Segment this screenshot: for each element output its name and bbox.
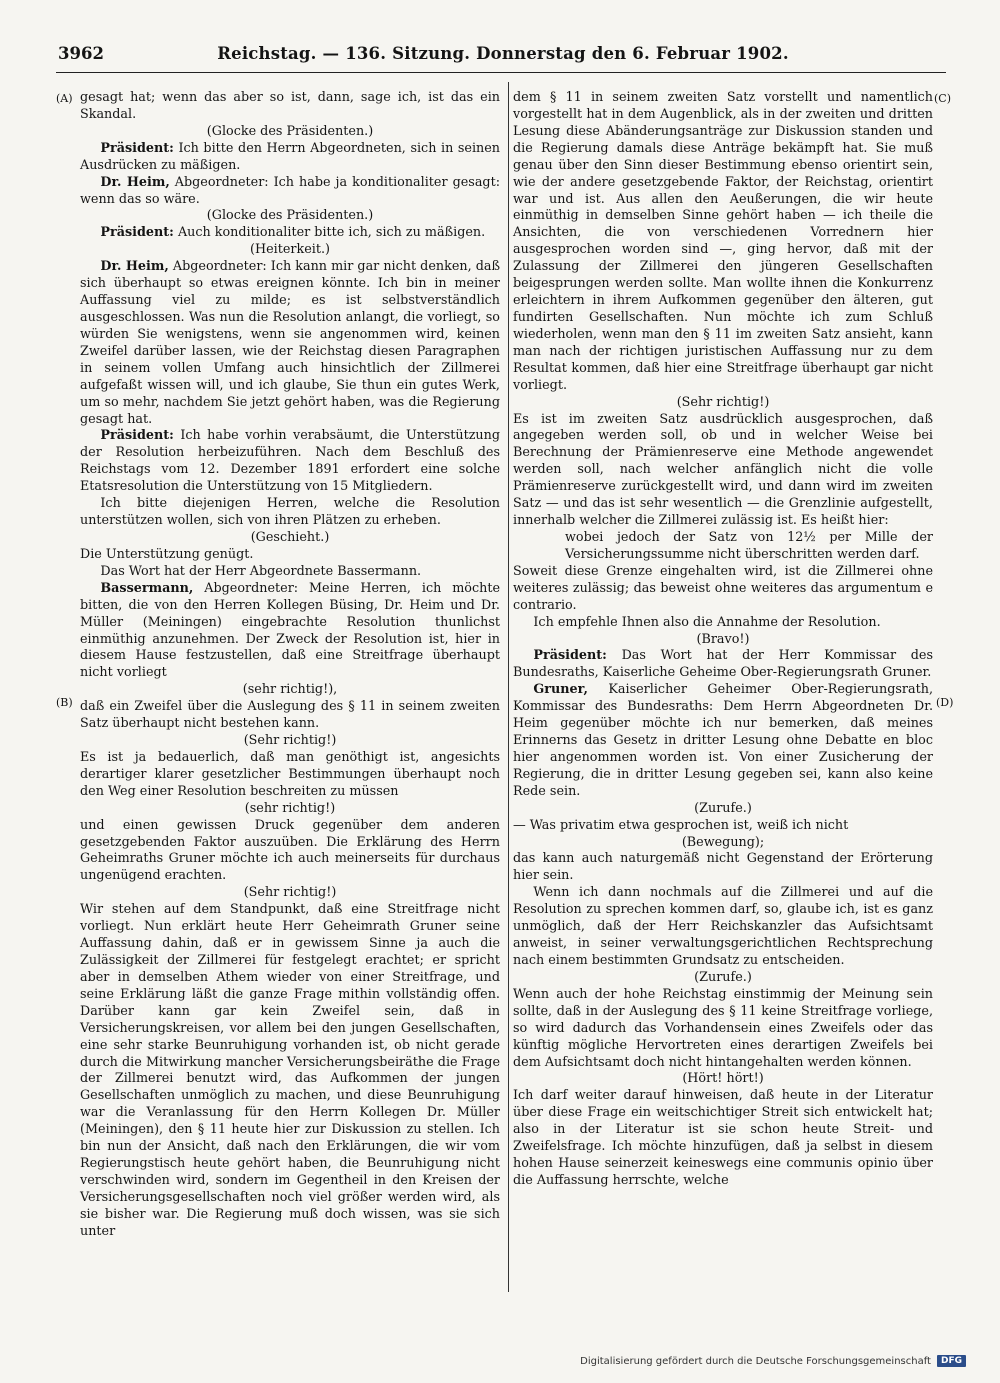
margin-mark-b: (B) bbox=[56, 696, 73, 709]
interjection: (sehr richtig!) bbox=[244, 800, 336, 816]
speech-text: Das Wort hat der Herr Kommissar des Bundesraths, Kaiserliche Geheime Ober-Regierungsrath Gruner. bbox=[513, 648, 933, 681]
speech-text: Abgeordneter: Ich habe ja konditionaliter gesagt: wenn das so wäre. bbox=[80, 174, 500, 207]
speech-text: Auch konditionaliter bitte ich, sich zu mäßigen. bbox=[177, 225, 486, 241]
interjection: (Glocke des Präsidenten.) bbox=[206, 123, 374, 139]
interjection: (Hört! hört!) bbox=[682, 1071, 764, 1087]
interjection: (Sehr richtig!) bbox=[676, 394, 770, 410]
interjection: (Bewegung); bbox=[681, 834, 765, 850]
paragraph: Es ist im zweiten Satz ausdrücklich ausgesprochen, daß angegeben werden soll, ob und in welcher Weise bei Berechnung der Prämienreserve eine Methode angewendet werden soll, nach welcher anfänglich nicht die volle Prämienreserve zurückgestellt wird, und dann wird im zweiten Satz — und das ist sehr wesentlich — die Grenzlinie aufgestellt, innerhalb welcher die Zillmerei zulässig ist. Es heißt hier: bbox=[513, 411, 933, 529]
paragraph: das kann auch naturgemäß nicht Gegenstand der Erörterung hier sein. bbox=[513, 851, 933, 884]
speech-paragraph bbox=[513, 648, 933, 682]
speech-paragraph bbox=[80, 259, 500, 428]
margin-mark-a: (A) bbox=[56, 92, 73, 105]
paragraph: Soweit diese Grenze eingehalten wird, ist die Zillmerei ohne weiteres zulässig; das beweist ohne weiteres das argumentum e contrario. bbox=[513, 563, 933, 613]
footer bbox=[580, 1355, 966, 1367]
right-column bbox=[513, 90, 933, 1190]
speaker-name: Dr. Heim, bbox=[100, 174, 170, 190]
column-divider bbox=[508, 82, 509, 1292]
paragraph: Wenn ich dann nochmals auf die Zillmerei und auf die Resolution zu sprechen kommen darf, so, glaube ich, ist es ganz unmöglich, daß der Herr Reichskanzler das Aufsichtsamt anweist, in seiner verwaltungsgerichtlichen Rechtsprechung nach einem bestimmten Grundsatz zu entscheiden. bbox=[513, 885, 933, 969]
interjection: (Bravo!) bbox=[696, 631, 750, 647]
interjection: (Zurufe.) bbox=[694, 969, 752, 985]
speech-paragraph bbox=[80, 225, 500, 242]
running-head: Reichstag. — 136. Sitzung. Donnerstag den 6. Februar 1902. bbox=[217, 44, 789, 63]
speech-text: Kaiserlicher Geheimer Ober-Regierungsrath, Kommissar des Bundesraths: Dem Herrn Abgeordneten Dr. Heim gegenüber möchte ich nur bemerken, daß meines Erinnerns das Gesetz in dritter Lesung ohne Debatte en bloc hier angenommen worden ist. Von einer Zusicherung der Regierung, die in dritter Lesung gegeben sei, kann also keine Rede sein. bbox=[513, 682, 933, 799]
interjection: (Sehr richtig!) bbox=[243, 885, 337, 901]
interjection: (Zurufe.) bbox=[694, 800, 752, 816]
speaker-name: Dr. Heim, bbox=[100, 259, 169, 275]
paragraph: dem § 11 in seinem zweiten Satz vorstellt und namentlich vorgestellt hat in dem Augenblick, als in der zweiten und dritten Lesung diese Abänderungsanträge zur Diskussion standen und die Regierung damals diese Anträge bekämpft hat. Sie muß genau über den Sinn dieser Bestimmung ebenso orientirt sein, wie der andere gesetzgebende Faktor, der Reichstag, orientirt war und ist. Aus allen den Aeußerungen, die wir heute einmüthig in demselben Sinne gehört haben — ich theile die Ansichten, die von verschiedenen Vorrednern hier ausgesprochen worden sind —, ging hervor, daß mit der Zulassung der Zillmerei den jüngeren Gesellschaften beigesprungen werden sollte. Man wollte ihnen die Konkurrenz erleichtern in ihrem Aufkommen gegenüber den älteren, gut fundirten Gesellschaften. Nun möchte ich zum Schluß wiederholen, wenn man den § 11 im zweiten Satz ansieht, kann man nach der richtigen juristischen Auffassung nur zu dem Resultat kommen, daß hier eine Streitfrage überhaupt gar nicht vorliegt. bbox=[513, 90, 933, 393]
page-number: 3962 bbox=[58, 44, 104, 63]
left-column bbox=[80, 90, 500, 1241]
speech-text: Ich bitte den Herrn Abgeordneten, sich in seinen Ausdrücken zu mäßigen. bbox=[80, 140, 500, 173]
interjection: (Geschieht.) bbox=[250, 529, 330, 545]
speaker-name: Präsident: bbox=[100, 140, 174, 156]
speech-paragraph bbox=[80, 428, 500, 496]
speech-text: Abgeordneter: Meine Herren, ich möchte bitten, die von den Herren Kollegen Büsing, Dr. Heim und Dr. Müller (Meiningen) eingebrachte Resolution thunlichst einmüthig anzunehmen. Der Zweck der Resolution ist, hier in diesem Hause festzustellen, daß eine Streitfrage überhaupt nicht vorliegt bbox=[80, 580, 500, 681]
paragraph: — Was privatim etwa gesprochen ist, weiß ich nicht bbox=[513, 817, 849, 833]
speaker-name: Bassermann, bbox=[100, 580, 194, 596]
page-header bbox=[58, 44, 948, 72]
interjection: (Sehr richtig!) bbox=[243, 733, 337, 749]
paragraph: Die Unterstützung genügt. bbox=[80, 546, 254, 562]
interjection: (sehr richtig!), bbox=[242, 682, 338, 698]
speaker-name: Präsident: bbox=[100, 428, 174, 444]
speech-paragraph bbox=[80, 581, 500, 683]
margin-mark-c: (C) bbox=[934, 92, 951, 105]
paragraph: Ich empfehle Ihnen also die Annahme der Resolution. bbox=[533, 614, 881, 630]
interjection: (Heiterkeit.) bbox=[250, 242, 330, 258]
speaker-name: Gruner, bbox=[533, 682, 588, 698]
speech-text: Abgeordneter: Ich kann mir gar nicht denken, daß sich überhaupt so etwas ereignen könnte. Ich bin in meiner Auffassung viel zu milde; es ist selbstverständlich ausgeschlossen. Was nun die Resolution anlangt, die vorliegt, so würden Sie wenigstens, wenn sie angenommen wird, keinen Zweifel darüber lassen, wie der Reichstag diesen Paragraphen in seinem vollen Umfang auch hinsichtlich der Zillmerei aufgefaßt wissen will, und ich glaube, Sie thun ein gutes Werk, um so mehr, nachdem Sie jetzt gehört haben, was die Regierung gesagt hat. bbox=[80, 259, 500, 427]
speech-paragraph bbox=[513, 682, 933, 800]
footer-credit: Digitalisierung gefördert durch die Deutsche Forschungsgemeinschaft bbox=[580, 1355, 931, 1367]
margin-mark-d: (D) bbox=[936, 696, 954, 709]
speech-paragraph bbox=[80, 175, 500, 209]
paragraph: Ich darf weiter darauf hinweisen, daß heute in der Literatur über diese Frage ein weitschichtiger Streit sich entwickelt hat; also in der Literatur ist sie schon heute Streit- und Zweifelsfrage. Ich möchte hinzufügen, daß ja selbst in diesem hohen Hause seinerzeit keineswegs eine communis opinio über die Auffassung herrschte, welche bbox=[513, 1088, 933, 1188]
paragraph: Wenn auch der hohe Reichstag einstimmig der Meinung sein sollte, daß in der Auslegung des § 11 keine Streitfrage vorliege, so wird dadurch das Vorhandensein eines Zweifels oder das künftig mögliche Hervortreten eines derartigen Zweifels bei dem Aufsichtsamt doch nicht hintangehalten werden können. bbox=[513, 986, 933, 1070]
paragraph: Wir stehen auf dem Standpunkt, daß eine Streitfrage nicht vorliegt. Nun erklärt heute Herr Geheimrath Gruner seine Auffassung dahin, daß er in gewissem Sinne ja auch die Zulässigkeit der Zillmerei für festgelegt erachtet; er spricht aber in demselben Athem wieder von einer Streitfrage, und seine Erklärung läßt die ganze Frage mithin vollständig offen. Darüber kann gar kein Zweifel sein, daß in Versicherungskreisen, vor allem bei den jungen Gesellschaften, eine sehr starke Beunruhigung vorhanden ist, ob nicht gerade durch die Mitwirkung mancher Versicherungsbeiräthe die Frage der Zillmerei benutzt wird, das Aufkommen der jungen Gesellschaften unmöglich zu machen, und diese Beunruhigung war die Veranlassung für den Herrn Kollegen Dr. Müller (Meiningen), den § 11 heute hier zur Diskussion zu stellen. Ich bin nun der Ansicht, daß nach den Erklärungen, die wir vom Regierungstisch heute gehört haben, die Beunruhigung nicht verschwinden wird, sondern im Gegentheil in den Kreisen der Versicherungsgesellschaften noch viel größer werden wird, als sie bisher war. Die Regierung muß doch wissen, was sie sich unter bbox=[80, 902, 500, 1239]
paragraph: und einen gewissen Druck gegenüber dem anderen gesetzgebenden Faktor auszuüben. Die Erklärung des Herrn Geheimraths Gruner möchte ich auch meinerseits für durchaus ungenügend erachten. bbox=[80, 817, 500, 884]
header-rule bbox=[56, 72, 946, 73]
dfg-logo: DFG bbox=[937, 1355, 966, 1367]
interjection: (Glocke des Präsidenten.) bbox=[206, 208, 374, 224]
speech-text: Ich habe vorhin verabsäumt, die Unterstützung der Resolution herbeizuführen. Nach dem Beschluß des Reichstags vom 12. Dezember 1891 erfordert eine solche Etatsresolution die Unterstützung von 15 Mitgliedern. bbox=[80, 428, 500, 495]
speech-paragraph bbox=[80, 141, 500, 175]
paragraph: gesagt hat; wenn das aber so ist, dann, sage ich, ist das ein Skandal. bbox=[80, 90, 500, 122]
quotation: wobei jedoch der Satz von 12½ per Mille der Versicherungssumme nicht überschritten werden darf. bbox=[565, 529, 933, 562]
speaker-name: Präsident: bbox=[533, 648, 607, 664]
paragraph: Das Wort hat der Herr Abgeordnete Bassermann. bbox=[100, 563, 422, 579]
paragraph: Es ist ja bedauerlich, daß man genöthigt ist, angesichts derartiger klarer gesetzlicher Bestimmungen überhaupt noch den Weg einer Resolution beschreiten zu müssen bbox=[80, 749, 500, 799]
speaker-name: Präsident: bbox=[100, 225, 174, 241]
paragraph: daß ein Zweifel über die Auslegung des § 11 in seinem zweiten Satz überhaupt nicht bestehen kann. bbox=[80, 699, 500, 732]
paragraph: Ich bitte diejenigen Herren, welche die Resolution unterstützen wollen, sich von ihren Plätzen zu erheben. bbox=[80, 496, 500, 529]
